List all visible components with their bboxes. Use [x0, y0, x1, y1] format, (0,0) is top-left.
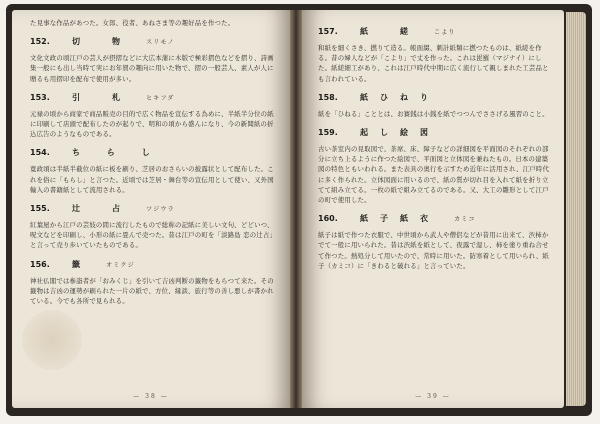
entry-number: 156.: [30, 259, 50, 269]
entry-reading: スリモノ: [146, 39, 175, 47]
page-edges: [566, 12, 586, 406]
entry-reading: ツジウラ: [146, 206, 175, 214]
entry-heading: [318, 127, 550, 138]
entry-heading: [318, 92, 550, 103]
entry-title: 紙 縒: [360, 27, 420, 36]
entry-title: 起し絵図: [360, 128, 440, 138]
left-intro-text: た見事な作品があつた。女郎、役者、あねさま等の趣好品を作つた。: [30, 19, 235, 27]
entry-body: 和紙を細くさき、撚りて造る。帳面綴、刺計紙類に撚つたものは、紙縒を作る。昔の婦人などが「こより」で丈を作った。これは毘羅（マジナイ）にした。紙縒細工があり、これは江戸時代中期に広く流行して親しまれた工芸品とも言われている。: [318, 44, 549, 83]
entry-number: 154.: [30, 148, 50, 158]
entry-title: 切 物: [72, 37, 132, 47]
entry-body: 寛政頃は半紙半截位の紙に板を刷り、芝居のおさらいの披露状として配布した。これを俗に「もらし」と言つた。近頃では芝居・舞台等の宣伝用として使い、又外国輸入の書籍紙として流用される。: [30, 165, 274, 194]
entry-title: 籤: [72, 259, 92, 269]
entry-body: 古い茶室内の見取図で、茶席、床、障子などの詳細図を平面図のそれぞれの部分に立ち上るように作つた絵図で、平面図と立体図を兼ねたもの。日本の建築図の特色ともいわれる。また表具の奥行を示すため近年に活用され、江戸時代に多く作られた。立体図面に用いるので、紙の質が切れ目を入れて紙を折り立てて組み立てる。一枚の紙で組み立てるのである。又、大工の雛形として江戸の町で使用した。: [318, 145, 550, 205]
left-page-content: [12, 10, 290, 408]
entry-number: 152.: [30, 37, 50, 47]
book-spread: [6, 4, 592, 416]
entry-number: 153.: [30, 92, 50, 102]
entry-number: 158.: [318, 92, 338, 102]
entry-body: 元禄の頃から商家で商品販売の目的で広く物品を宣伝する為めに、半紙半分位の紙に印刷して店頭で配布したのが起りで、明和の頃から盛んになり、今の新聞紙の折込広告のようなものである。: [30, 109, 274, 139]
entry-body: 紙を「ひねる」こととは、お賽銭は小銭を紙でつつんでささげる風習のこと。: [318, 109, 549, 118]
entry-body: 紙子は紙で作つた衣服で、中世頃から武人や僧侶などが昔用に出来て、渋柿かでて一般に用いられた。昔は渋紙を紙として、夜露で湿し、柿を塗り重ね合せて作つた。熱処分して用いたので、常時に用いた。防寒着として用いられ、紙子（カミコ）に「きわると破れる」と言っていた。: [318, 231, 549, 270]
entry-body: 紅葉屋から江戸の芸妓の間に流行したもので総称の記紙に美しい文句、どどいつ、呪文などを印刷し、小形の紙に畳んで売つた。昔は江戸の町を「淡路島 恋の辻占」と言って売り歩いていたものである。: [30, 221, 277, 250]
entry-heading: [30, 36, 278, 47]
left-page: [12, 10, 290, 408]
entry-heading: [30, 259, 278, 270]
entry-heading: [30, 92, 278, 103]
entry-title: 紙子紙衣: [360, 214, 440, 224]
entry-title: 辻 占: [72, 204, 132, 214]
entry-reading: ヒキフダ: [146, 94, 175, 102]
entry-title: ち ら し: [72, 148, 162, 158]
entry-title: 紙ひねり: [360, 92, 440, 102]
entry-reading: こより: [434, 29, 456, 36]
entry-heading: [318, 213, 550, 224]
entry-heading: [30, 203, 278, 214]
right-page-content: [302, 10, 564, 408]
entry-title: 引 札: [72, 92, 132, 102]
book-gutter: [290, 10, 302, 408]
entry-number: 157.: [318, 27, 338, 36]
entry-number: 155.: [30, 204, 50, 214]
entry-heading: [318, 26, 550, 37]
entry-body: 文化文政の頃江戸の芸人が摂摺などに大広本蒲に木版で極彩摺色などを摺り、詩画集一般にも出し当時て実にお年賀の趣向に用いた物で、摺の一般芸人、素人が人に贈るも用摺印を配布で使用が多い。: [30, 54, 274, 83]
entry-reading: カミコ: [454, 216, 476, 224]
right-page: [302, 10, 564, 408]
entry-number: 160.: [318, 214, 338, 224]
page-number: — 38 —: [133, 393, 169, 400]
entry-number: 159.: [318, 128, 338, 138]
page-number: — 39 —: [415, 393, 451, 400]
entry-reading: オミクジ: [106, 261, 135, 269]
entry-heading: [30, 147, 278, 158]
entry-body: 神社仏閣では参詣者が「おみくじ」を引いて吉凶判断の籤物をもらつて来た。その籤物は吉凶の運勢が刷られた一片の紙で、方位、縁談、旅行等の善し悪しが書かれている。今でも各所で見られる。: [30, 276, 274, 306]
